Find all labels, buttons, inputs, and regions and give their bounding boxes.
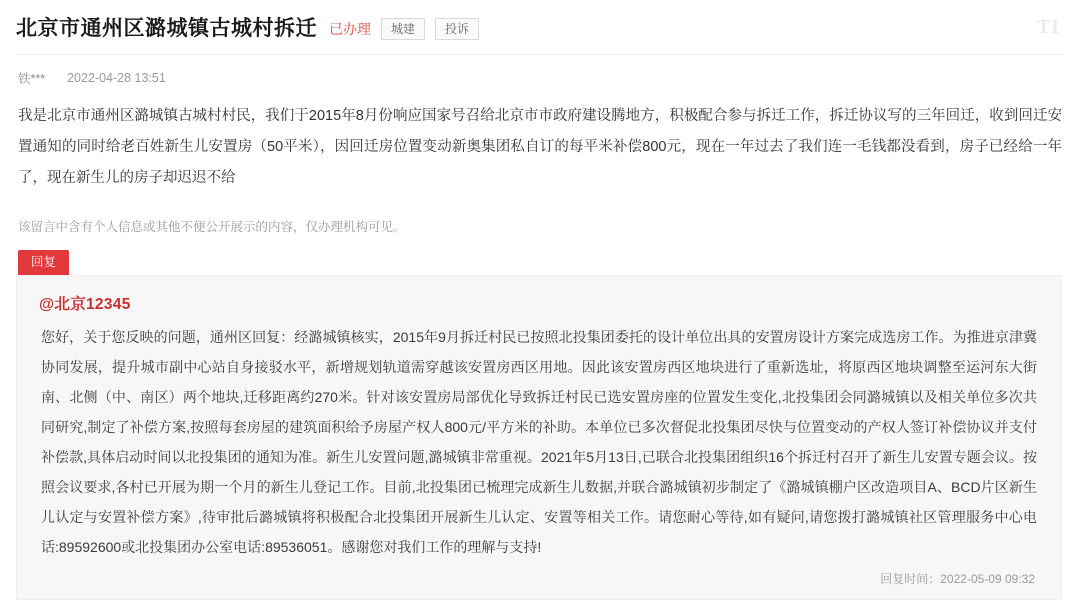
post-meta — [16, 55, 1064, 97]
reply-department: @北京12345 — [39, 296, 131, 313]
reply-tab[interactable]: 回复 — [18, 250, 69, 275]
privacy-notice: 该留言中含有个人信息或其他不便公开展示的内容，仅办理机构可见。 — [18, 220, 406, 234]
reply-box — [16, 275, 1062, 600]
watermark: TI — [1036, 16, 1060, 38]
category-tag-0[interactable]: 城建 — [381, 18, 425, 40]
reply-time: 回复时间：2022-05-09 09:32 — [880, 572, 1035, 586]
reply-content: 您好，关于您反映的问题，通州区回复：经潞城镇核实，2015年9月拆迁村民已按照北投集团委托的设计单位出具的安置房设计方案完成选房工作。为推进京津冀协同发展，提升城市副中心站自身接驳水平，新增规划轨道需穿越该安置房西区用地。因此该安置房西区地块进行了重新选址，将原西区地块调整至运河东大街南、北侧（中、南区）两个地块,迁移距离约270米。针对该安置房局部优化导致拆迁村民已选安置房座的位置发生变化,北投集团会同潞城镇以及相关单位多次共同研究,制定了补偿方案,按照每套房屋的建筑面积给予房屋产权人800元/平方米的补助。本单位已多次督促北投集团尽快与位置变动的产权人签订补偿协议并支付补偿款,具体启动时间以北投集团的通知为准。新生儿安置问题,潞城镇非常重视。2021年5月13日,已联合北投集团组织16个拆迁村召开了新生儿安置专题会议。按照会议要求,各村已开展为期一个月的新生儿登记工作。目前,北投集团已梳理完成新生儿数据,并联合潞城镇初步制定了《潞城镇棚户区改造项目A、BCD片区新生儿认定与安置补偿方案》,待审批后潞城镇将积极配合北投集团开展新生儿认定、安置等相关工作。请您耐心等待,如有疑问,请您拨打潞城镇社区管理服务中心电话:89592600或北投集团办公室电话:89536051。感谢您对我们工作的理解与支持! — [41, 329, 1037, 555]
page-header — [16, 0, 1064, 54]
post-content: 我是北京市通州区潞城镇古城村村民，我们于2015年8月份响应国家号召给北京市市政府建设腾地方，积极配合参与拆迁工作，拆迁协议写的三年回迁，收到回迁安置通知的同时给老百姓新生儿安置房（50平米），因回迁房位置变动新奥集团私自订的每平米补偿800元，现在一年过去了我们连一毛钱都没看到，房子已经给一年了，现在新生儿的房子却迟迟不给 — [18, 108, 1062, 186]
page-title: 北京市通州区潞城镇古城村拆迁 — [16, 17, 317, 40]
status-badge: 已办理 — [329, 21, 371, 37]
author-name: 铁*** — [18, 72, 46, 86]
post-time: 2022-04-28 13:51 — [67, 71, 166, 85]
category-tag-1[interactable]: 投诉 — [435, 18, 479, 40]
